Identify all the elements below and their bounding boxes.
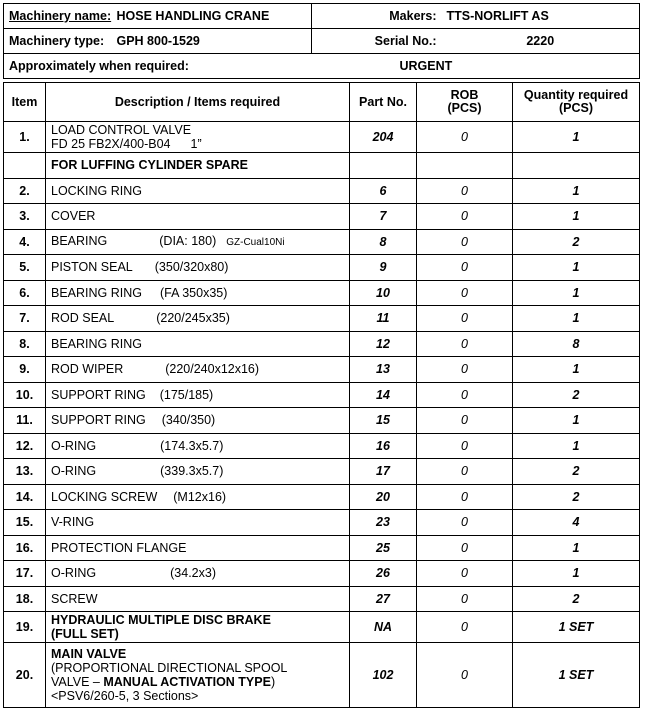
cell-text: (34.2x3) — [170, 566, 216, 581]
items-table — [3, 82, 640, 708]
row-part-number: 16 — [350, 433, 417, 459]
row-description — [46, 280, 350, 306]
row-item-number: 10. — [4, 382, 46, 408]
row-quantity: 2 — [513, 459, 640, 485]
cell-text: ) — [270, 675, 276, 689]
table-cell — [350, 153, 417, 179]
row-item-number: 12. — [4, 433, 46, 459]
when-required-label: Approximately when required: — [4, 54, 312, 79]
row-rob: 0 — [417, 204, 513, 230]
row-quantity: 1 SET — [513, 643, 640, 708]
spacer — [51, 137, 344, 151]
row-part-number: 25 — [350, 535, 417, 561]
table-row — [4, 408, 640, 434]
table-row — [4, 586, 640, 612]
row-part-number: 9 — [350, 255, 417, 281]
row-part-number: 14 — [350, 382, 417, 408]
row-quantity: 1 — [513, 561, 640, 587]
row-description — [46, 535, 350, 561]
row-item-number: 4. — [4, 229, 46, 255]
row-part-number: 27 — [350, 586, 417, 612]
cell-text: FD 25 FB2X/400-B04 — [51, 137, 171, 151]
cell-text: BEARING RING — [51, 285, 142, 300]
row-description — [46, 561, 350, 587]
cell-text: (PROPORTIONAL DIRECTIONAL SPOOL — [51, 661, 288, 675]
row-rob: 0 — [417, 178, 513, 204]
row-description — [46, 306, 350, 332]
row-quantity: 1 — [513, 306, 640, 332]
table-row — [4, 204, 640, 230]
table-row — [4, 643, 640, 708]
row-description — [46, 459, 350, 485]
serial-value: 2220 — [442, 29, 640, 54]
row-quantity: 1 — [513, 122, 640, 153]
row-rob: 0 — [417, 357, 513, 383]
cell-text: LOAD CONTROL VALVE — [51, 123, 192, 137]
cell-text: (220/240x12x16) — [165, 362, 260, 377]
row-rob: 0 — [417, 612, 513, 643]
row-part-number: 20 — [350, 484, 417, 510]
row-quantity: 1 SET — [513, 612, 640, 643]
row-part-number: 15 — [350, 408, 417, 434]
machinery-type-value: GPH 800-1529 — [112, 29, 312, 54]
cell-text: (350/320x80) — [154, 260, 229, 275]
table-row — [4, 280, 640, 306]
cell-text: MAIN VALVE — [51, 647, 127, 661]
row-item-number: 19. — [4, 612, 46, 643]
row-description — [46, 255, 350, 281]
cell-text: PROTECTION FLANGE — [51, 540, 187, 555]
row-description — [46, 178, 350, 204]
cell-text: LOCKING RING — [51, 183, 142, 198]
row-description — [46, 229, 350, 255]
row-part-number: 12 — [350, 331, 417, 357]
cell-text: V-RING — [51, 515, 95, 530]
row-item-number: 13. — [4, 459, 46, 485]
cell-text: SCREW — [51, 591, 98, 606]
row-item-number: 1. — [4, 122, 46, 153]
col-item: Item — [4, 83, 46, 122]
cell-text: ROD WIPER — [51, 362, 124, 377]
row-description — [46, 510, 350, 536]
row-item-number: 5. — [4, 255, 46, 281]
row-part-number: 23 — [350, 510, 417, 536]
row-part-number: 8 — [350, 229, 417, 255]
col-rob: ROB (PCS) — [417, 83, 513, 122]
spacer — [51, 675, 344, 689]
row-part-number: 13 — [350, 357, 417, 383]
table-row — [4, 510, 640, 536]
row-item-number: 18. — [4, 586, 46, 612]
row-rob: 0 — [417, 484, 513, 510]
row-rob: 0 — [417, 535, 513, 561]
row-item-number: 8. — [4, 331, 46, 357]
cell-text: (FA 350x35) — [160, 285, 228, 300]
cell-text: SUPPORT RING — [51, 387, 146, 402]
table-row — [4, 122, 640, 153]
row-description — [46, 382, 350, 408]
row-item-number: 2. — [4, 178, 46, 204]
cell-text: PISTON SEAL — [51, 260, 133, 275]
row-item-number: 9. — [4, 357, 46, 383]
cell-text: ROD SEAL — [51, 311, 115, 326]
row-quantity: 1 — [513, 204, 640, 230]
row-quantity: 1 — [513, 433, 640, 459]
row-part-number: 204 — [350, 122, 417, 153]
cell-text: O-RING — [51, 438, 97, 453]
row-rob: 0 — [417, 306, 513, 332]
row-part-number: 102 — [350, 643, 417, 708]
table-header-row — [4, 83, 640, 122]
row-item-number: 6. — [4, 280, 46, 306]
cell-text: O-RING — [51, 566, 97, 581]
row-description — [46, 643, 350, 708]
row-rob: 0 — [417, 586, 513, 612]
row-quantity: 1 — [513, 535, 640, 561]
table-row — [4, 459, 640, 485]
row-part-number: NA — [350, 612, 417, 643]
cell-text: (220/245x35) — [156, 311, 230, 326]
table-row — [4, 561, 640, 587]
row-part-number: 26 — [350, 561, 417, 587]
table-row — [4, 612, 640, 643]
cell-text: COVER — [51, 209, 96, 224]
row-quantity: 4 — [513, 510, 640, 536]
row-part-number: 11 — [350, 306, 417, 332]
row-item-number: 11. — [4, 408, 46, 434]
table-row — [4, 331, 640, 357]
cell-text: (339.3x5.7) — [160, 464, 224, 479]
table-row — [4, 433, 640, 459]
row-part-number: 7 — [350, 204, 417, 230]
row-description — [46, 586, 350, 612]
row-item-number: 17. — [4, 561, 46, 587]
table-row — [4, 255, 640, 281]
table-row — [4, 306, 640, 332]
row-rob: 0 — [417, 229, 513, 255]
row-description — [46, 204, 350, 230]
cell-text: (M12x16) — [173, 489, 227, 504]
table-cell — [513, 153, 640, 179]
makers-value: TTS-NORLIFT AS — [442, 4, 640, 29]
cell-text: HYDRAULIC MULTIPLE DISC BRAKE — [51, 613, 271, 627]
cell-text: 1” — [190, 137, 202, 151]
row-quantity: 1 — [513, 280, 640, 306]
row-quantity: 2 — [513, 229, 640, 255]
machinery-name-value: HOSE HANDLING CRANE — [112, 4, 312, 29]
row-rob: 0 — [417, 643, 513, 708]
cell-text: SUPPORT RING — [51, 413, 146, 428]
row-rob: 0 — [417, 510, 513, 536]
table-row — [4, 229, 640, 255]
row-item-number: 20. — [4, 643, 46, 708]
cell-text: (340/350) — [161, 413, 216, 428]
cell-text: (175/185) — [159, 387, 214, 402]
row-description — [46, 408, 350, 434]
row-quantity: 1 — [513, 408, 640, 434]
row-description — [46, 331, 350, 357]
cell-text: VALVE – — [51, 675, 104, 689]
row-rob: 0 — [417, 408, 513, 434]
row-rob: 0 — [417, 459, 513, 485]
table-row — [4, 382, 640, 408]
cell-text: (DIA: 180) — [159, 233, 217, 248]
cell-text: MANUAL ACTIVATION TYPE — [103, 675, 271, 689]
row-quantity: 1 — [513, 255, 640, 281]
row-rob: 0 — [417, 331, 513, 357]
table-row — [4, 178, 640, 204]
row-rob: 0 — [417, 122, 513, 153]
row-rob: 0 — [417, 561, 513, 587]
row-part-number: 17 — [350, 459, 417, 485]
row-quantity: 2 — [513, 382, 640, 408]
row-item-number: 7. — [4, 306, 46, 332]
when-required-value: URGENT — [312, 54, 640, 79]
cell-text: BEARING RING — [51, 336, 142, 351]
row-description — [46, 357, 350, 383]
cell-text: BEARING — [51, 233, 108, 248]
row-rob: 0 — [417, 382, 513, 408]
machinery-type-label: Machinery type: — [4, 29, 112, 54]
section-title: FOR LUFFING CYLINDER SPARE — [46, 153, 350, 179]
cell-text: LOCKING SCREW — [51, 489, 158, 504]
table-row — [4, 357, 640, 383]
row-item-number: 16. — [4, 535, 46, 561]
row-quantity: 1 — [513, 357, 640, 383]
row-rob: 0 — [417, 255, 513, 281]
cell-text: (174.3x5.7) — [160, 438, 224, 453]
row-rob: 0 — [417, 433, 513, 459]
machinery-name-label: Machinery name: — [4, 4, 112, 29]
row-description — [46, 612, 350, 643]
makers-label: Makers: — [312, 4, 442, 29]
row-description — [46, 122, 350, 153]
cell-text: (FULL SET) — [51, 627, 119, 641]
col-description: Description / Items required — [46, 83, 350, 122]
serial-label: Serial No.: — [312, 29, 442, 54]
col-quantity: Quantity required (PCS) — [513, 83, 640, 122]
row-item-number: 14. — [4, 484, 46, 510]
row-quantity: 2 — [513, 586, 640, 612]
table-row — [4, 484, 640, 510]
row-description — [46, 433, 350, 459]
section-row — [4, 153, 640, 179]
cell-text: O-RING — [51, 464, 97, 479]
row-item-number: 15. — [4, 510, 46, 536]
row-part-number: 10 — [350, 280, 417, 306]
col-part-no: Part No. — [350, 83, 417, 122]
row-quantity: 2 — [513, 484, 640, 510]
row-part-number: 6 — [350, 178, 417, 204]
cell-text: <PSV6/260-5, 3 Sections> — [51, 689, 199, 703]
row-description — [46, 484, 350, 510]
row-quantity: 1 — [513, 178, 640, 204]
table-row — [4, 535, 640, 561]
header-table — [3, 3, 640, 79]
row-item-number: 3. — [4, 204, 46, 230]
row-quantity: 8 — [513, 331, 640, 357]
row-rob: 0 — [417, 280, 513, 306]
table-cell — [417, 153, 513, 179]
material-spec: GZ-Cual10Ni — [226, 236, 285, 248]
table-cell — [4, 153, 46, 179]
